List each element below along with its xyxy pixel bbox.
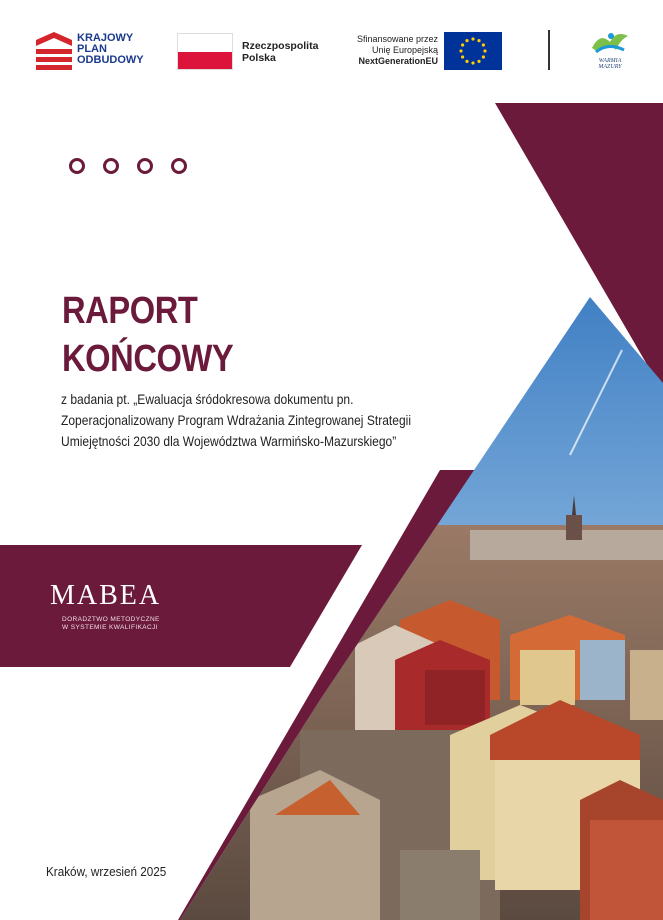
report-title	[62, 287, 233, 383]
poland-line-1: Rzeczpospolita	[242, 40, 319, 52]
mabea-tagline	[62, 616, 160, 632]
header-divider	[548, 30, 550, 70]
mabea-tagline-2: W SYSTEMIE KWALIFIKACJI	[62, 624, 158, 631]
eu-flag-icon	[444, 32, 502, 70]
kpo-line-3: ODBUDOWY	[77, 54, 144, 66]
warmia-mazury-logo-text	[588, 58, 632, 70]
eu-funding-text	[330, 34, 438, 67]
mabea-logo: MABEA	[50, 580, 162, 611]
eu-line-3: NextGenerationEU	[358, 56, 438, 66]
report-title-line-2: KOŃCOWY	[62, 338, 234, 380]
eu-line-2: Unię Europejską	[371, 45, 438, 55]
report-subtitle	[61, 389, 411, 452]
decorative-dots	[69, 158, 187, 174]
circle-icon	[137, 158, 153, 174]
region-line-1: WARMIA	[598, 58, 622, 64]
poland-line-2: Polska	[242, 52, 276, 64]
circle-icon	[103, 158, 119, 174]
circle-icon	[171, 158, 187, 174]
kpo-logo-icon	[36, 32, 72, 70]
kpo-line-2: PLAN	[77, 43, 107, 55]
subtitle-line-2: Zoperacjonalizowany Program Wdrażania Zintegrowanej Strategii	[61, 412, 412, 428]
subtitle-line-1: z badania pt. „Ewaluacja śródokresowa dokumentu pn.	[61, 391, 354, 407]
place-date: Kraków, wrzesień 2025	[46, 864, 167, 879]
eu-line-1: Sfinansowane przez	[356, 34, 438, 44]
poland-flag-icon	[177, 33, 233, 70]
warmia-mazury-logo-icon	[590, 28, 630, 56]
poland-logo-text	[242, 40, 318, 64]
region-line-2: MAZURY	[598, 64, 622, 70]
kpo-logo-text	[77, 33, 144, 66]
subtitle-line-3: Umiejętności 2030 dla Województwa Warmińsko-Mazurskiego”	[61, 433, 397, 449]
report-title-line-1: RAPORT	[62, 290, 198, 332]
mabea-tagline-1: DORADZTWO METODYCZNE	[62, 616, 160, 623]
kpo-line-1: KRAJOWY	[77, 32, 134, 44]
circle-icon	[69, 158, 85, 174]
